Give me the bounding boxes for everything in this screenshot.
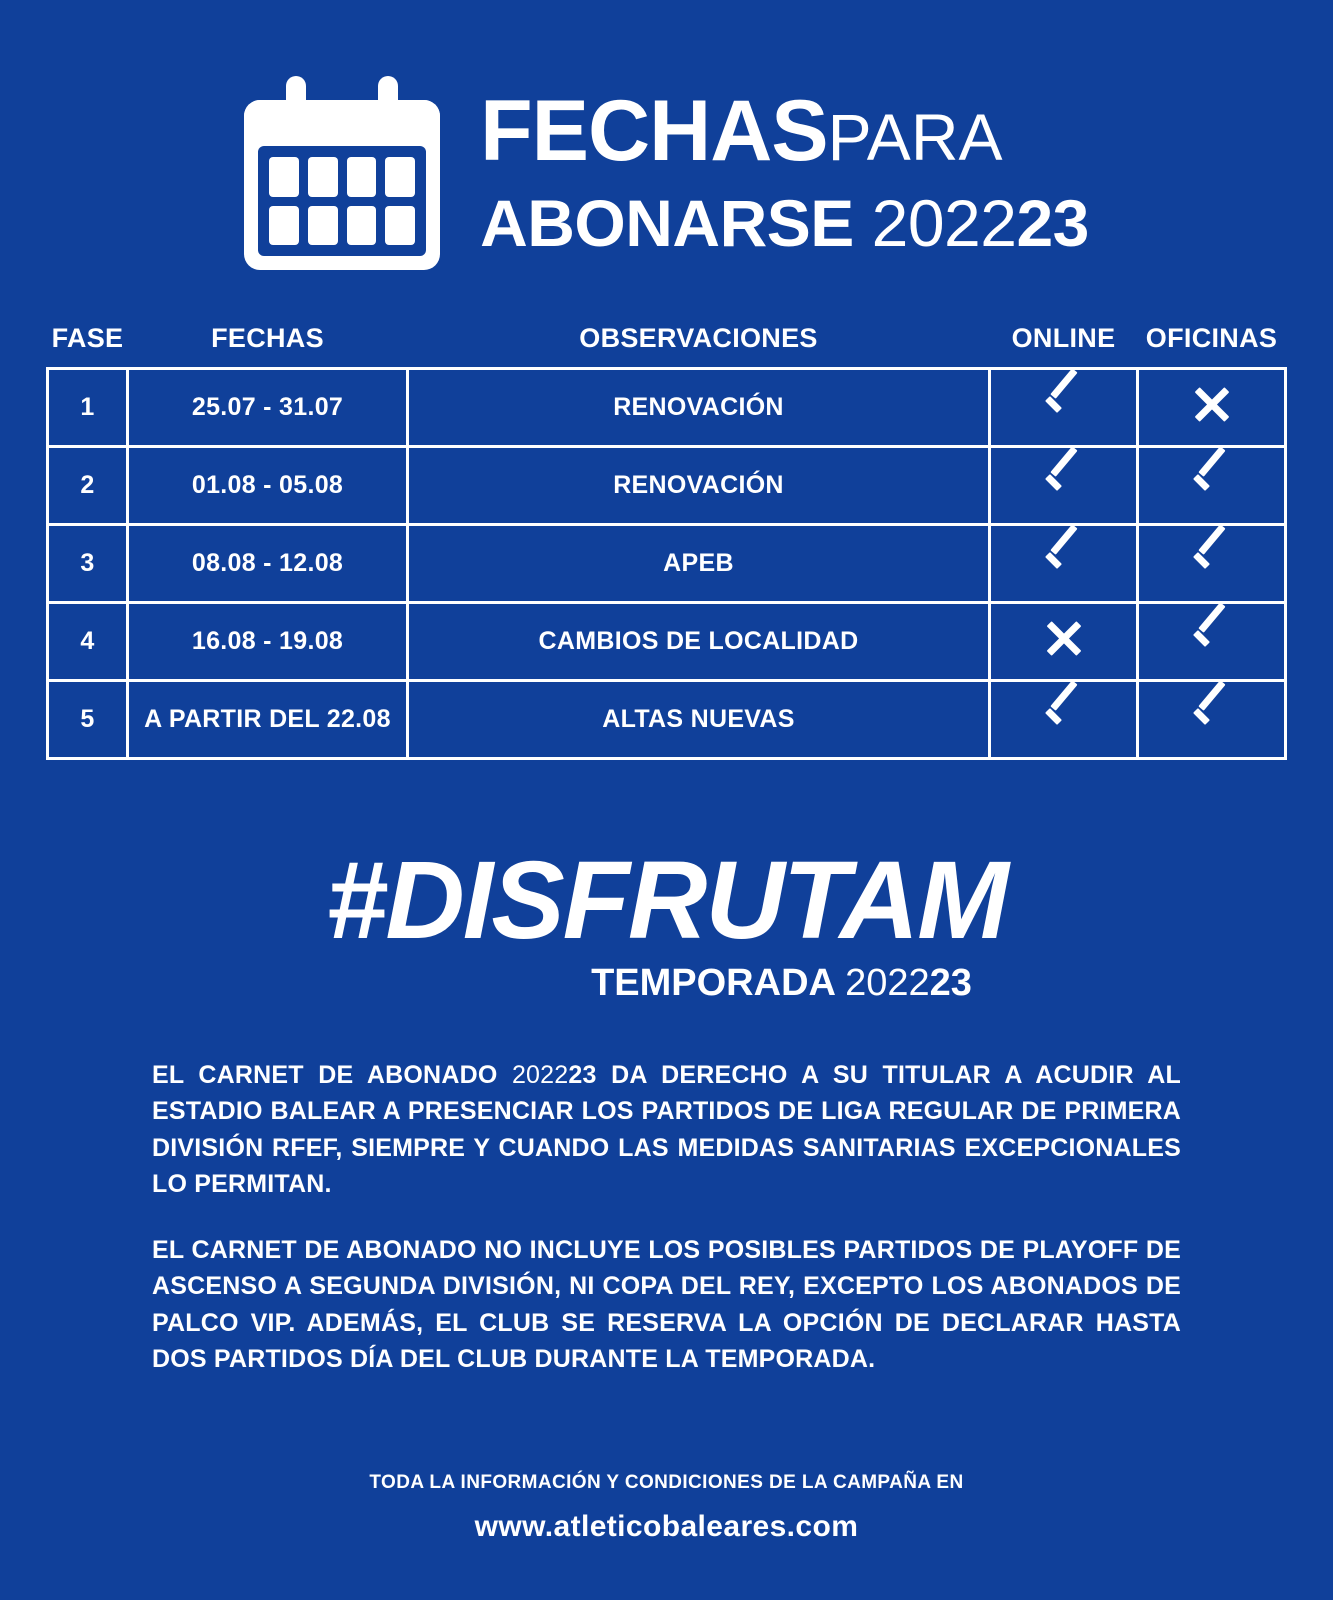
terms-p1-pre: EL CARNET DE ABONADO <box>152 1061 512 1089</box>
cell-online <box>990 525 1138 603</box>
column-header-online: ONLINE <box>1011 323 1116 353</box>
table-row <box>48 447 1286 525</box>
cell-fechas: 08.08 - 12.08 <box>128 525 408 603</box>
cell-fase: 2 <box>48 447 128 525</box>
terms-paragraph-1 <box>152 1057 1181 1202</box>
check-icon <box>1189 615 1235 661</box>
cell-online <box>990 447 1138 525</box>
cell-fechas: A PARTIR DEL 22.08 <box>128 681 408 759</box>
terms-p1-post: DA DERECHO A SU TITULAR A ACUDIR AL ESTADIO BALEAR A PRESENCIAR LOS PARTIDOS DE LIGA REGULAR DE PRIMERA DIVISIÓN RFEF, SIEMPRE Y CUANDO LAS MEDIDAS SANITARIAS EXCEPCIONALES LO PERMITAN. <box>152 1061 1181 1198</box>
terms-p1-year-thin: 2022 <box>511 1061 569 1089</box>
fases-table <box>46 322 1287 760</box>
poster-footer <box>0 1472 1333 1544</box>
check-icon <box>1189 537 1235 583</box>
cell-fase: 3 <box>48 525 128 603</box>
cell-fechas: 25.07 - 31.07 <box>128 369 408 447</box>
slogan-block <box>0 839 1333 1005</box>
table-header-row <box>48 322 1286 369</box>
check-icon <box>1041 381 1087 427</box>
column-header-observaciones: OBSERVACIONES <box>579 323 818 353</box>
cross-icon <box>1189 381 1235 427</box>
cell-fase: 1 <box>48 369 128 447</box>
check-icon <box>1189 693 1235 739</box>
header-subtitle: ABONARSE <box>480 186 854 260</box>
cell-oficinas <box>1138 525 1286 603</box>
check-icon <box>1041 459 1087 505</box>
slogan-sub-label: TEMPORADA <box>591 962 835 1004</box>
column-header-oficinas: OFICINAS <box>1145 323 1278 353</box>
header-season-bold: 23 <box>1016 186 1089 260</box>
cell-oficinas <box>1138 603 1286 681</box>
table-body <box>48 369 1286 759</box>
header-title-line <box>480 83 1089 179</box>
cell-oficinas <box>1138 447 1286 525</box>
header-title-light: PARA <box>827 100 1003 174</box>
header-season-thin: 2022 <box>871 186 1017 260</box>
cell-observaciones: RENOVACIÓN <box>408 369 990 447</box>
footer-tagline: TODA LA INFORMACIÓN Y CONDICIONES DE LA CAMPAÑA EN <box>369 1472 964 1493</box>
cell-oficinas <box>1138 681 1286 759</box>
cell-fase: 4 <box>48 603 128 681</box>
table-row <box>48 681 1286 759</box>
terms-p1-year-bold: 23 <box>568 1061 597 1089</box>
header-text-block <box>480 83 1089 260</box>
column-header-fase: FASE <box>51 323 124 353</box>
cell-fase: 5 <box>48 681 128 759</box>
calendar-icon <box>244 74 440 270</box>
check-icon <box>1189 459 1235 505</box>
table-row <box>48 369 1286 447</box>
table-row <box>48 603 1286 681</box>
check-icon <box>1041 693 1087 739</box>
check-icon <box>1041 537 1087 583</box>
cross-icon <box>1041 615 1087 661</box>
slogan-subline <box>230 962 1333 1005</box>
cell-observaciones: APEB <box>408 525 990 603</box>
cell-observaciones: ALTAS NUEVAS <box>408 681 990 759</box>
cell-oficinas <box>1138 369 1286 447</box>
header-subtitle-line <box>480 186 1089 260</box>
cell-online <box>990 603 1138 681</box>
cell-observaciones: CAMBIOS DE LOCALIDAD <box>408 603 990 681</box>
cell-online <box>990 369 1138 447</box>
poster-header <box>0 0 1333 270</box>
table-row <box>48 525 1286 603</box>
terms-block <box>152 1057 1181 1377</box>
cell-fechas: 16.08 - 19.08 <box>128 603 408 681</box>
terms-paragraph-2: EL CARNET DE ABONADO NO INCLUYE LOS POSIBLES PARTIDOS DE PLAYOFF DE ASCENSO A SEGUNDA DIVISIÓN, NI COPA DEL REY, EXCEPTO LOS ABONADOS DE PALCO VIP. ADEMÁS, EL CLUB SE RESERVA LA OPCIÓN DE DECLARAR HASTA DOS PARTIDOS DÍA DEL CLUB DURANTE LA TEMPORADA. <box>152 1236 1181 1373</box>
slogan-year-bold: 23 <box>929 962 972 1004</box>
column-header-fechas: FECHAS <box>211 323 324 353</box>
fases-table-container <box>46 322 1287 760</box>
cell-online <box>990 681 1138 759</box>
table-head <box>48 322 1286 369</box>
cell-fechas: 01.08 - 05.08 <box>128 447 408 525</box>
header-title-bold: FECHAS <box>480 83 828 179</box>
slogan-hashtag: #DISFRUTAM <box>326 839 1007 962</box>
footer-website-link[interactable]: www.atleticobaleares.com <box>474 1510 859 1543</box>
cell-observaciones: RENOVACIÓN <box>408 447 990 525</box>
slogan-year-thin: 2022 <box>845 962 930 1004</box>
